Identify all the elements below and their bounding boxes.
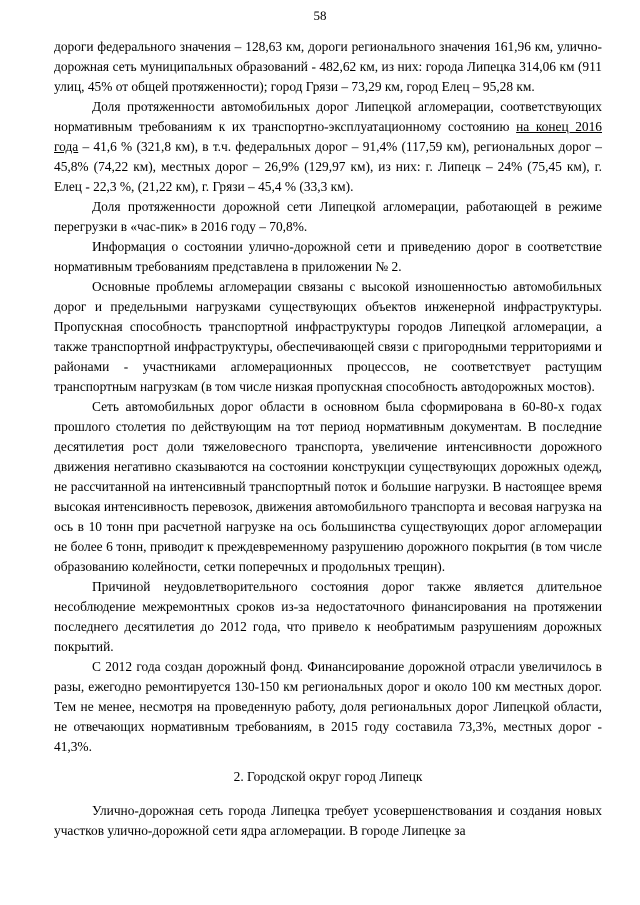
paragraph-2-tail: – 41,6 % (321,8 км), в т.ч. федеральных дорог – 91,4% (117,59 км), региональных дорог – 45,8% (74,22 км), местных дорог – 26,9% (129,97 км), из них: г. Липецк – 24% (75,45 км), г. Елец - 22,3 %, (21,22 км), г. Грязи – 45,4 % (33,3 км). (54, 139, 602, 194)
paragraph-6: Сеть автомобильных дорог области в основном была сформирована в 60-80-х годах прошлого столетия по действующим на тот период нормативным документам. В последние десятилетия рост доли тяжеловесного транспорта, увеличение интенсивности дорожного движения негативно сказываются на состоянии конструкции существующих дорожных одежд, не рассчитанной на интенсивный транспортный поток и большие нагрузки. В настоящее время высокая интенсивность перевозок, движения автомобильного транспорта и весовая нагрузка на ось в 10 тонн при расчетной нагрузке на ось большинства существующих дорог агломерации не более 6 тонн, приводит к преждевременному разрушению дорожного покрытия (в том числе образованию колейности, сетки поперечных и продольных трещин). (54, 399, 602, 574)
paragraph-2 (54, 97, 602, 197)
paragraph-9: Улично-дорожная сеть города Липецка требует усовершенствования и создания новых участков улично-дорожной сети ядра агломерации. В городе Липецке за (54, 803, 602, 838)
page-number: 58 (313, 8, 327, 23)
paragraph-3: Доля протяженности дорожной сети Липецкой агломерации, работающей в режиме перегрузки в «час-пик» в 2016 году – 70,8%. (54, 199, 602, 234)
paragraph-4: Информация о состоянии улично-дорожной сети и приведению дорог в соответствие нормативным требованиям представлена в приложении № 2. (54, 239, 602, 274)
section-heading: 2. Городской округ город Липецк (233, 769, 423, 784)
paragraph-8: С 2012 года создан дорожный фонд. Финансирование дорожной отрасли увеличилось в разы, ежегодно ремонтируется 130-150 км региональных дорог и около 100 км местных дорог. Тем не менее, несмотря на проведенную работу, доля региональных дорог Липецкой области, не отвечающих нормативным требованиям, в 2015 году составила 73,3%, местных дорог - 41,3%. (54, 659, 602, 754)
paragraph-7: Причиной неудовлетворительного состояния дорог также является длительное несоблюдение межремонтных сроков из-за недостаточного финансирования на протяжении последнего десятилетия до 2012 года, что привело к необратимым разрушениям дорожных покрытий. (54, 579, 602, 654)
paragraph-1: дороги федерального значения – 128,63 км, дороги регионального значения 161,96 км, улично-дорожная сеть муниципальных образований - 482,62 км, из них: города Липецка 314,06 км (911 улиц, 45% от общей протяженности); город Грязи – 73,29 км, город Елец – 95,28 км. (54, 39, 602, 94)
page-body (54, 37, 602, 841)
paragraph-5: Основные проблемы агломерации связаны с высокой изношенностью автомобильных дорог и предельными нагрузками существующих объектов инженерной инфраструктуры. Пропускная способность транспортной инфраструктуры городов Липецкой агломерации, а также транспортной инфраструктуры, обеспечивающей связи с пригородными территориями и районами - участниками агломерационных процессов, не соответствует растущим транспортным нагрузкам (в том числе низкая пропускная способность автодорожных мостов). (54, 279, 602, 394)
underlined-date: на конец 2016 года (54, 119, 602, 154)
paragraph-2-head: Доля протяженности автомобильных дорог Липецкой агломерации, соответствующих нормативным требованиям к их транспортно-эксплуатационному состоянию (54, 99, 602, 134)
